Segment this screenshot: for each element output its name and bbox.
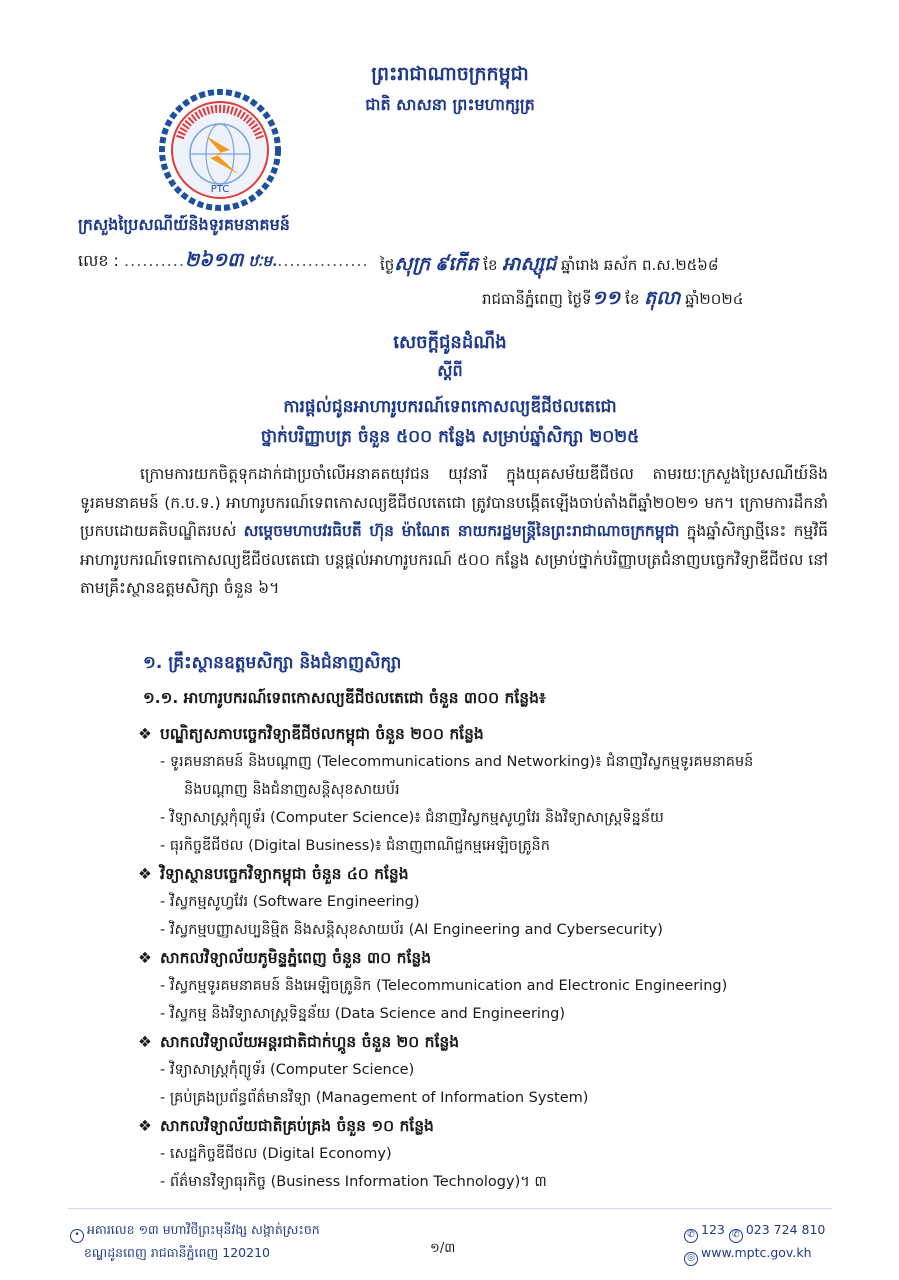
subsection-heading: ១.១. អាហារូបករណ៍ទេពកោសល្យឌីជីថលតេជោ ចំនួន ៣០០ កន្លែង៖: [143, 689, 546, 707]
page-number: ១/៣: [430, 1241, 456, 1256]
footer-divider: [68, 1208, 832, 1209]
program-item: - សេដ្ឋកិច្ចឌីជីថល (Digital Economy): [160, 1146, 392, 1162]
ref-number: ២៦១៣: [184, 249, 244, 271]
prime-minister-name: សម្តេចមហាបវរធិបតី ហ៊ុន ម៉ាណែត នាយករដ្ឋមន្ត្រីនៃព្រះរាជាណាចក្រកម្ពុជា: [243, 522, 680, 540]
solar-date: រាជធានីភ្នំពេញ ថ្ងៃទី១១ ខែ តុលា ឆ្នាំ២០២៤: [482, 287, 744, 309]
footer-address-line2: ខណ្ឌដូនពេញ រាជធានីភ្នំពេញ 120210: [84, 1245, 270, 1260]
ref-dots-right: ...............: [277, 251, 369, 270]
ministry-name: ក្រសួងប្រៃសណីយ៍និងទូរគមនាគមន៍: [78, 215, 290, 234]
globe-icon: ◎: [684, 1252, 698, 1266]
lunar-phase: ៩កើត: [434, 253, 479, 275]
institution-item: ❖ បណ្ឌិត្យសភាបច្ចេកវិទ្យាឌីជីថលកម្ពុជា ចំនួន ២០០ កន្លែង: [138, 725, 484, 743]
ministry-logo: [158, 88, 282, 212]
institution-item: ❖ សាកលវិទ្យាល័យភូមិន្ទភ្នំពេញ ចំនួន ៣០ កន្លែង: [138, 949, 432, 967]
lunar-day: សុក្រ: [394, 253, 431, 275]
phone-icon: ✆: [729, 1229, 743, 1243]
institution-item: ❖ សាកលវិទ្យាល័យជាតិគ្រប់គ្រង ចំនួន ១០ កន្លែង: [138, 1117, 434, 1135]
footer-website[interactable]: ◎ www.mptc.gov.kh: [684, 1245, 812, 1266]
lunar-date: ថ្ងៃសុក្រ ៩កើត ខែ អាស្សុជ ឆ្នាំរោង ឆស័ក ព.ស.២៥៦៨: [380, 253, 719, 275]
institution-item: ❖ សាកលវិទ្យាល័យអន្តរជាតិជាក់ហ្គូន ចំនួន ២០ កន្លែង: [138, 1033, 460, 1051]
phone-icon: ✆: [684, 1229, 698, 1243]
footer-phone: ✆ 123 ✆ 023 724 810: [684, 1222, 825, 1243]
program-item: - ព័ត៌មានវិទ្យាធុរកិច្ច (Business Information Technology)។ ៣: [160, 1174, 547, 1190]
footer-address-line1: • អគារលេខ ១៣ មហាវិថីព្រះមុនីវង្ស សង្កាត់ស្រះចក: [70, 1222, 320, 1243]
ref-dots-left: ..........: [124, 251, 185, 270]
kingdom-heading: ព្រះរាជាណាចក្រកម្ពុជា: [371, 63, 529, 85]
program-item: - វិទ្យាសាស្ត្រកុំព្យូទ័រ (Computer Science): [160, 1062, 415, 1078]
solar-day: ១១: [591, 287, 621, 309]
notice-regarding: ស្តីពី: [437, 361, 463, 380]
program-item: និងបណ្តាញ និងជំនាញសន្តិសុខសាយប័រ: [184, 782, 400, 798]
program-item: - វិទ្យាសាស្ត្រកុំព្យូទ័រ (Computer Science)៖ ជំនាញវិស្វកម្មសូហ្វវែរ និងវិទ្យាសាស្ត្រទិន្នន័យ: [160, 810, 664, 826]
notice-subject: ការផ្តល់ជូនអាហារូបករណ៍ទេពកោសល្យឌីជីថលតេជោ: [283, 397, 617, 417]
section-heading: ១. គ្រឹះស្ថានឧត្តមសិក្សា និងជំនាញសិក្សា: [143, 653, 402, 673]
notice-subject-detail: ថ្នាក់បរិញ្ញាបត្រ ចំនួន ៥០០ កន្លែង សម្រាប់ឆ្នាំសិក្សា ២០២៥: [260, 427, 640, 447]
national-motto: ជាតិ សាសនា ព្រះមហាក្សត្រ: [365, 95, 535, 114]
program-item: - វិស្វកម្មសូហ្វវែរ (Software Engineering): [160, 894, 420, 910]
notice-title: សេចក្តីជូនដំណឹង: [393, 332, 507, 353]
solar-month: តុលា: [644, 287, 681, 309]
institution-list: [138, 720, 838, 1196]
lunar-month: អាស្សុជ: [502, 253, 557, 275]
reference-line: [78, 248, 369, 276]
program-item: - វិស្វកម្មបញ្ញាសប្បនិម្មិត និងសន្តិសុខសាយប័រ (AI Engineering and Cybersecurity): [160, 922, 663, 938]
program-item: - គ្រប់គ្រងប្រព័ន្ធព័ត៌មានវិទ្យា (Management of Information System): [160, 1090, 589, 1106]
program-item: - ទូរគមនាគមន៍ និងបណ្តាញ (Telecommunications and Networking)៖ ជំនាញវិស្វកម្មទូរគមនាគមន៍: [160, 754, 754, 770]
logo-text: ប.ទ.ត: [208, 115, 232, 125]
institution-item: ❖ វិទ្យាស្ថានបច្ចេកវិទ្យាកម្ពុជា ចំនួន ៤០ កន្លែង: [138, 865, 409, 883]
program-item: - ធុរកិច្ចឌីជីថល (Digital Business)៖ ជំនាញពាណិជ្ជកម្មអេឡិចត្រូនិក: [160, 838, 550, 854]
program-item: - វិស្វកម្មទូរគមនាគមន៍ និងអេឡិចត្រូនិក (Telecommunication and Electronic Engineering): [160, 978, 728, 994]
logo-abbrev: PTC: [210, 184, 230, 195]
ref-label: លេខ :: [78, 251, 119, 270]
intro-paragraph: ក្រោមការយកចិត្តទុកដាក់ជាប្រចាំលើអនាគតយុវជន យុវនារី ក្នុងយុគសម័យឌីជីថល តាមរយៈក្រសួងប្រៃសណីយ៍និងទូរគមនាគមន៍ (ក.ប.ទ.) អាហារូបករណ៍ទេពកោសល្យឌីជីថលតេជោ ត្រូវបានបង្កើតឡើងចាប់តាំងពីឆ្នាំ២០២១ មក។ ក្រោមការដឹកនាំប្រកបដោយគតិបណ្ឌិតរបស់ សម្តេចមហាបវរធិបតី ហ៊ុន ម៉ាណែត នាយករដ្ឋមន្ត្រីនៃព្រះរាជាណាចក្រកម្ពុជា ក្នុងឆ្នាំសិក្សាថ្មីនេះ កម្មវិធីអាហារូបករណ៍ទេពកោសល្យឌីជីថលតេជោ បន្តផ្តល់អាហារូបករណ៍ ៥០០ កន្លែង សម្រាប់ថ្នាក់បរិញ្ញាបត្រជំនាញបច្ចេកវិទ្យាឌីជីថល នៅតាមគ្រឹះស្ថានឧត្តមសិក្សា ចំនួន ៦។: [80, 465, 828, 597]
ref-suffix: ឋៈម.: [248, 252, 278, 270]
location-pin-icon: •: [70, 1229, 84, 1243]
program-item: - វិស្វកម្ម និងវិទ្យាសាស្ត្រទិន្នន័យ (Data Science and Engineering): [160, 1006, 566, 1022]
